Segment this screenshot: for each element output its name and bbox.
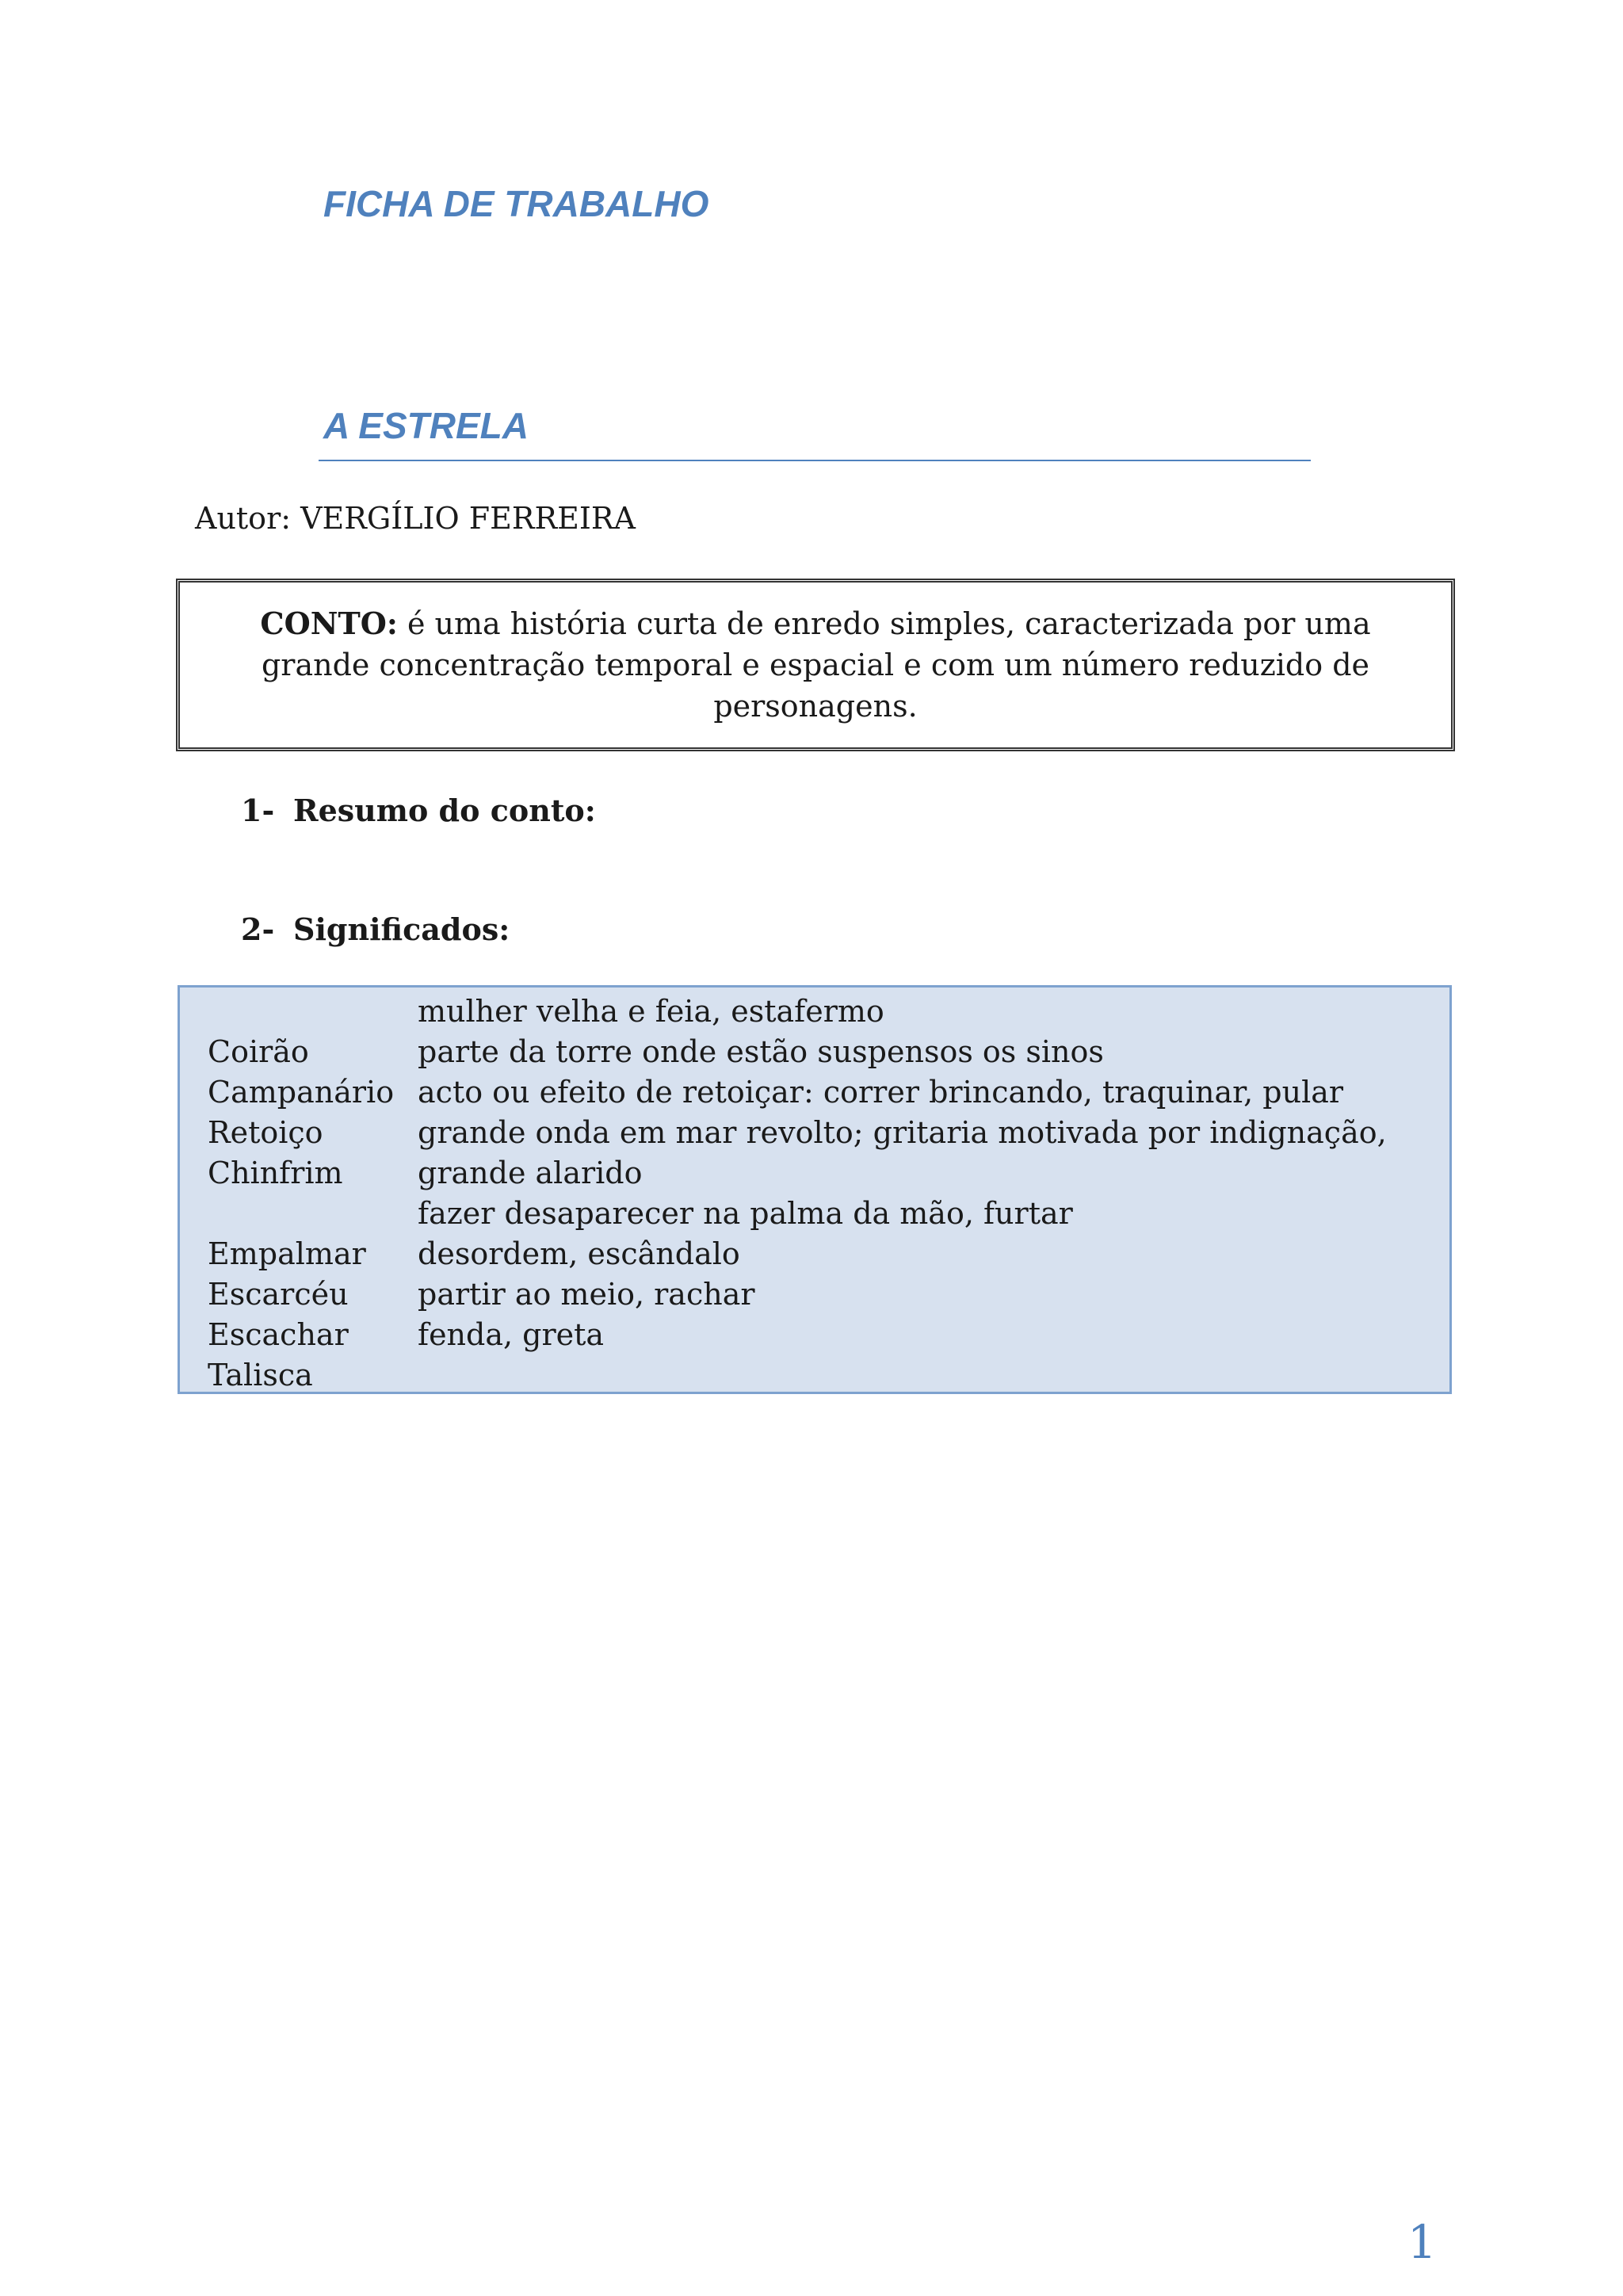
definition-text xyxy=(229,603,1402,727)
section-meanings xyxy=(241,911,510,948)
definition-body: é uma história curta de enredo simples, caracterizada por uma grande concentração temporal e espacial e com um número reduzido de personagens. xyxy=(261,606,1371,724)
definition-box xyxy=(176,579,1455,751)
section-label: Resumo do conto: xyxy=(293,793,596,828)
page-title: FICHA DE TRABALHO xyxy=(323,183,709,224)
definition-term: CONTO: xyxy=(260,606,398,641)
section-summary xyxy=(241,793,596,829)
glossary-term: Coirão xyxy=(208,1034,309,1069)
glossary-term xyxy=(208,1194,394,1234)
glossary-term: Campanário xyxy=(208,1075,395,1110)
glossary-meaning: partir ao meio, rachar xyxy=(418,1277,755,1312)
story-title: A ESTRELA xyxy=(323,405,529,446)
author-line: Autor: VERGÍLIO FERREIRA xyxy=(195,501,636,536)
glossary-meaning: fenda, greta xyxy=(418,1317,605,1352)
section-number: 2- xyxy=(241,911,275,947)
glossary-term: Retoiço xyxy=(208,1115,323,1150)
glossary-terms-column xyxy=(208,1032,394,1396)
section-label: Significados: xyxy=(293,911,510,947)
glossary-meanings-column xyxy=(418,991,1387,1355)
glossary-meaning: acto ou efeito de retoiçar: correr brincando, traquinar, pular xyxy=(418,1075,1344,1110)
glossary-term: Chinfrim xyxy=(208,1156,343,1190)
glossary-meaning: grande onda em mar revolto; gritaria motivada por indignação, xyxy=(418,1115,1387,1150)
page-number: 1 xyxy=(1407,2215,1437,2269)
glossary-meaning: mulher velha e feia, estafermo xyxy=(418,994,884,1029)
title-underline xyxy=(319,460,1311,461)
glossary-term: Empalmar xyxy=(208,1236,366,1271)
glossary-term: Talisca xyxy=(208,1358,313,1392)
glossary-term: Escachar xyxy=(208,1317,349,1352)
glossary-meaning: grande alarido xyxy=(418,1156,643,1190)
glossary-meaning: fazer desaparecer na palma da mão, furtar xyxy=(418,1196,1073,1231)
section-number: 1- xyxy=(241,793,275,828)
glossary-meaning: desordem, escândalo xyxy=(418,1236,740,1271)
glossary-meaning: parte da torre onde estão suspensos os sinos xyxy=(418,1034,1104,1069)
glossary-term: Escarcéu xyxy=(208,1277,349,1312)
glossary-box xyxy=(178,985,1452,1394)
